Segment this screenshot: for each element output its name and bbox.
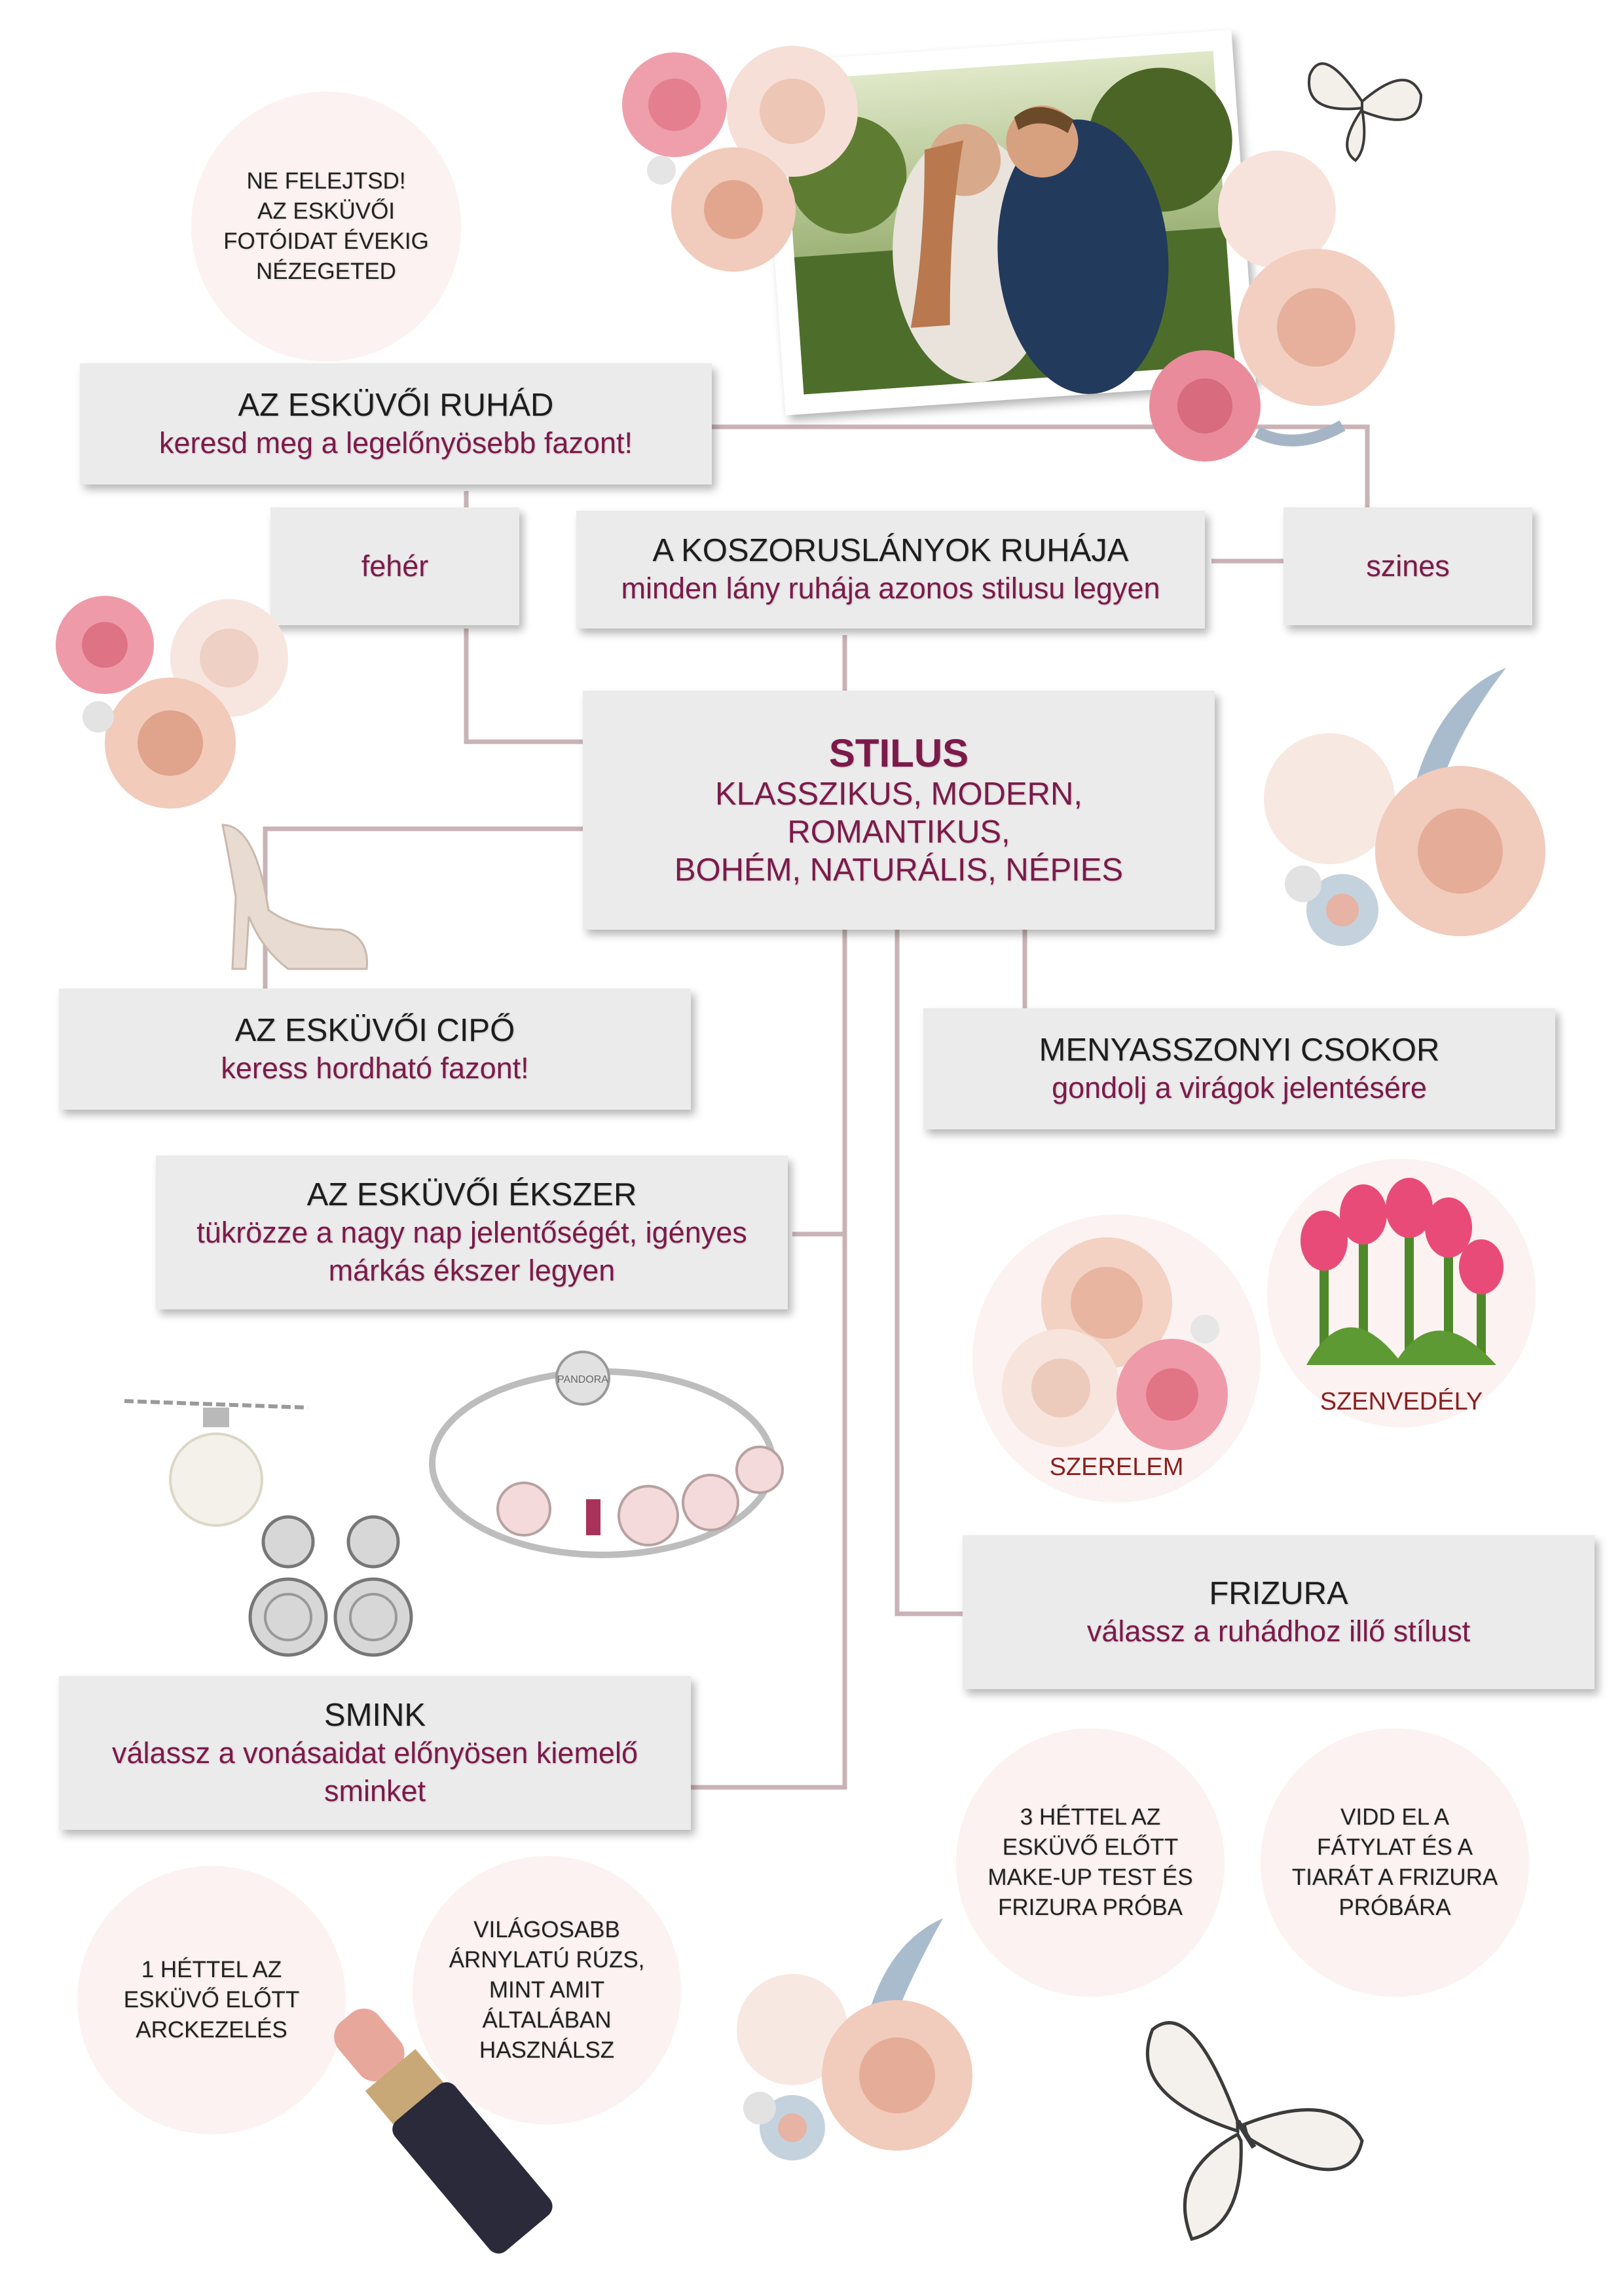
tip-veil-line-3: TIARÁT A FRIZURA	[1291, 1865, 1498, 1890]
tip-facial-circle	[77, 1866, 346, 2134]
wedding-shoe-box	[59, 989, 691, 1110]
roses-left-decoration	[46, 586, 308, 822]
tip-lipstick-line-1: VILÁGOSABB	[473, 1917, 620, 1942]
wedding-dress-title: AZ ESKÜVŐI RUHÁD	[238, 387, 554, 423]
roses-right-photo-decoration	[1126, 151, 1421, 478]
wedding-dress-subtitle: keresd meg a legelőnyösebb fazont!	[159, 426, 633, 460]
tip-facial-line-1: 1 HÉTTEL AZ	[141, 1957, 282, 1982]
makeup-subtitle-1: válassz a vonásaidat előnyösen kiemelő	[112, 1736, 638, 1770]
butterfly-bottom-right-icon	[1113, 1990, 1375, 2259]
love-roses-image	[995, 1231, 1238, 1467]
tip-lipstick-line-4: ÁLTALÁBAN	[482, 2007, 612, 2033]
makeup-subtitle-2: sminket	[323, 1774, 426, 1808]
white-dress-label: fehér	[361, 549, 429, 583]
hairstyle-title: FRIZURA	[1209, 1575, 1348, 1611]
reminder-line-2: AZ ESKÜVŐI	[257, 198, 396, 224]
passion-label: SZENVEDÉLY	[1320, 1388, 1483, 1415]
tip-facial-line-2: ESKÜVŐ ELŐTT	[123, 1987, 300, 2013]
makeup-title: SMINK	[323, 1697, 426, 1733]
tulips-image	[1280, 1162, 1522, 1372]
makeup-box	[59, 1676, 691, 1830]
tip-lipstick-line-3: MINT AMIT	[489, 1977, 605, 2003]
white-dress-box	[270, 507, 519, 625]
bridesmaids-box	[576, 511, 1205, 629]
lipstick-image	[314, 1990, 563, 2265]
bouquet-subtitle: gondolj a virágok jelentésére	[1052, 1070, 1427, 1104]
charm-bracelet-image	[419, 1352, 786, 1568]
roses-right-middle-decoration	[1244, 655, 1572, 969]
bouquet-title: MENYASSZONYI CSOKOR	[1039, 1032, 1440, 1068]
jewelry-box	[156, 1156, 788, 1309]
reminder-circle	[191, 92, 461, 361]
style-title: STILUS	[828, 731, 969, 775]
tip-facial-line-3: ARCKEZELÉS	[136, 2017, 287, 2043]
tip-makeup-test-line-3: MAKE-UP TEST ÉS	[987, 1865, 1193, 1890]
tip-veil-line-1: VIDD EL A	[1340, 1804, 1449, 1830]
wedding-shoe-title: AZ ESKÜVŐI CIPŐ	[234, 1012, 515, 1048]
hairstyle-box	[963, 1535, 1595, 1689]
hairstyle-subtitle: válassz a ruhádhoz illő stílust	[1086, 1614, 1471, 1648]
tip-veil-line-2: FÁTYLAT ÉS A	[1317, 1834, 1473, 1860]
wedding-dress-box	[80, 363, 712, 484]
reminder-line-4: NÉZEGETED	[256, 259, 396, 284]
high-heel-shoe-image	[210, 818, 373, 975]
earrings-image	[252, 1512, 409, 1663]
style-box	[583, 691, 1215, 930]
jewelry-subtitle-2: márkás ékszer legyen	[328, 1253, 616, 1287]
reminder-line-3: FOTÓIDAT ÉVEKIG	[223, 228, 429, 254]
tip-makeup-test-line-4: FRIZURA PRÓBA	[998, 1895, 1183, 1920]
wedding-shoe-subtitle: keress hordható fazont!	[221, 1051, 529, 1085]
colored-dress-box	[1283, 507, 1532, 625]
tip-makeup-test-line-1: 3 HÉTTEL AZ	[1020, 1804, 1161, 1830]
colored-dress-label: szines	[1366, 549, 1450, 583]
style-line-1: KLASSZIKUS, MODERN, ROMANTIKUS,	[715, 776, 1082, 850]
reminder-line-1: NE FELEJTSD!	[246, 168, 406, 194]
bridesmaids-subtitle: minden lány ruhája azonos stilusu legyen	[621, 572, 1160, 605]
bouquet-box	[923, 1008, 1555, 1129]
bridesmaids-title: A KOSZORUSLÁNYOK RUHÁJA	[652, 533, 1129, 568]
butterfly-top-right-icon	[1297, 36, 1428, 167]
tip-veil-circle	[1261, 1728, 1529, 1997]
roses-top-center-decoration	[616, 39, 897, 275]
jewelry-title: AZ ESKÜVŐI ÉKSZER	[306, 1176, 637, 1212]
tip-makeup-test-line-2: ESKÜVŐ ELŐTT	[1002, 1834, 1179, 1860]
roses-bottom-decoration	[720, 1912, 1002, 2200]
tip-lipstick-line-5: HASZNÁLSZ	[479, 2037, 615, 2063]
love-label: SZERELEM	[1049, 1453, 1184, 1481]
bracelet-brand-text: PANDORA	[557, 1374, 608, 1385]
style-line-2: BOHÉM, NATURÁLIS, NÉPIES	[674, 852, 1124, 888]
tip-veil-line-4: PRÓBÁRA	[1338, 1895, 1451, 1920]
tip-lipstick-line-2: ÁRNYLATÚ RÚZS,	[449, 1947, 645, 1973]
jewelry-subtitle-1: tükrözze a nagy nap jelentőségét, igényes	[196, 1215, 747, 1249]
